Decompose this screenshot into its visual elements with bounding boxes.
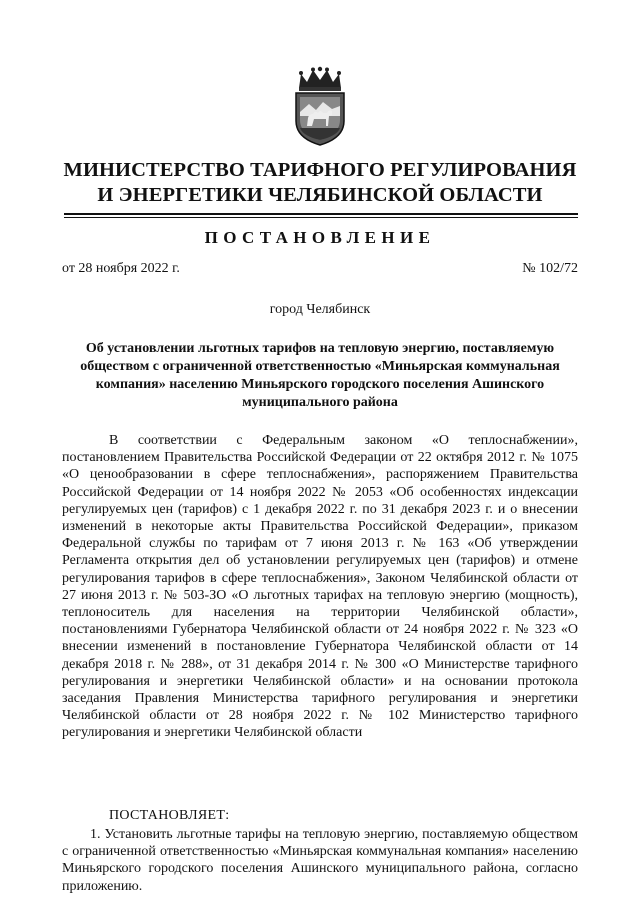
document-title: Об установлении льготных тарифов на тепловую энергию, поставляемую обществом с ограниченной ответственностью «Миньярская коммунальная компания» населению Миньярского городского поселения Ашинского муниципального района: [80, 341, 560, 410]
resolves-heading: ПОСТАНОВЛЯЕТ:: [109, 808, 230, 823]
document-city: город Челябинск: [269, 302, 371, 317]
document-number: № 102/72: [522, 261, 578, 276]
ministry-name-line1: МИНИСТЕРСТВО ТАРИФНОГО РЕГУЛИРОВАНИЯ: [63, 159, 577, 181]
header-divider-thin: [64, 217, 578, 218]
preamble-paragraph: В соответствии с Федеральным законом «О теплоснабжении», постановлением Правительства Российской Федерации от 22 октября 2012 г. № 1075 «О ценообразовании в сфере теплоснабжения», распоряжением Правительства Российской Федерации от 14 ноября 2022 № 2053 «Об особенностях индексации регулируемых цен (тарифов) с 1 декабря 2022 г. по 31 декабря 2023 г. и о внесении изменений в некоторые акты Правительства Российской Федерации», приказом Федеральной службы по тарифам от 7 июня 2013 г. № 163 «Об утверждении Регламента открытия дел об установлении регулируемых цен (тарифов) и отмене регулирования тарифов в сфере теплоснабжения», Законом Челябинской области от 27 июня 2013 г. № 503-ЗО «О льготных тарифах на тепловую энергию (мощность), теплоноситель для населения на территории Челябинской области», постановлениями Губернатора Челябинской области от 24 ноября 2022 г. № 323 «О внесении изменений в постановление Губернатора Челябинской области от 14 декабря 2018 г. № 288», от 31 декабря 2014 г. № 300 «О Министерстве тарифного регулирования и энергетики Челябинской области» и на основании протокола заседания Правления Министерства тарифного регулирования и энергетики Челябинской области от 28 ноября 2022 г. № 102 Министерство тарифного регулирования и энергетики Челябинской области: [62, 433, 578, 741]
document-type: ПОСТАНОВЛЕНИЕ: [204, 228, 436, 247]
ministry-name: [60, 158, 580, 208]
resolution-item-1: 1. Установить льготные тарифы на тепловую энергию, поставляемую обществом с ограниченной ответственностью «Миньярская коммунальная компания» населению Миньярского городского поселения Ашинского муниципального района, согласно приложению.: [62, 827, 578, 894]
ministry-name-line2: И ЭНЕРГЕТИКИ ЧЕЛЯБИНСКОЙ ОБЛАСТИ: [97, 184, 543, 206]
document-date: от 28 ноября 2022 г.: [62, 261, 180, 276]
chelyabinsk-coat-of-arms-icon: [287, 66, 353, 146]
header-divider: [64, 213, 578, 215]
